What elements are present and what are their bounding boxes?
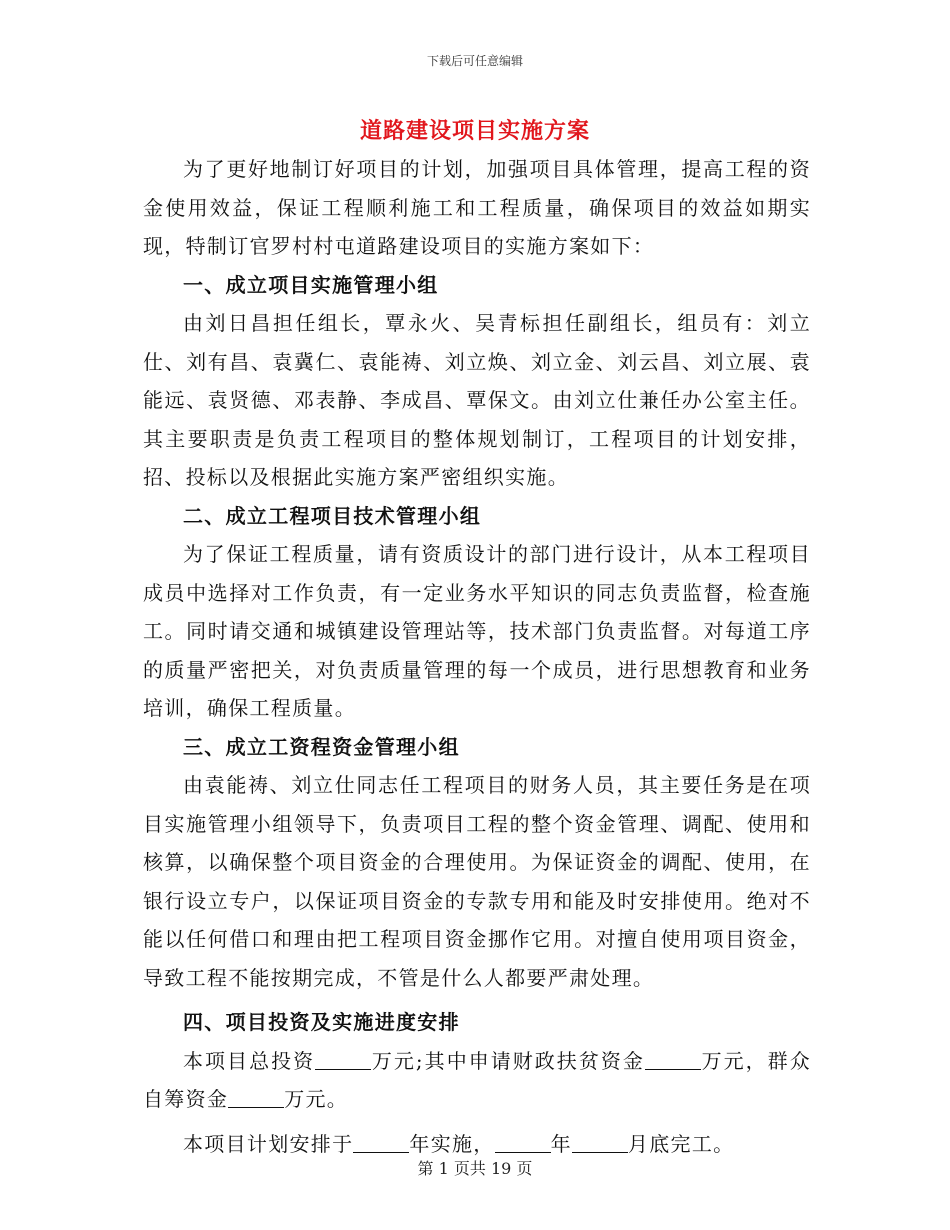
- section-heading-3: 三、成立工资程资金管理小组: [183, 734, 460, 759]
- investment-text-3: 万元，群众自筹资金: [143, 1048, 812, 1111]
- section-body-1: 由刘日昌担任组长，覃永火、吴青标担任副组长，组员有：刘立仕、刘有昌、袁冀仁、袁能祷、刘立焕、刘立金、刘云昌、刘立展、袁能远、袁贤德、邓表静、李成昌、覃保文。由刘立仕兼任办公室主任。其主要职责是负责工程项目的整体规划制订，工程项目的计划安排，招、投标以及根据此实施方案严密组织实施。: [143, 311, 811, 489]
- blank-end-year: [495, 1134, 551, 1153]
- section-body-3: 由袁能祷、刘立仕同志任工程项目的财务人员，其主要任务是在项目实施管理小组领导下，负责项目工程的整个资金管理、调配、使用和核算，以确保整个项目资金的合理使用。为保证资金的调配、使用，在银行设立专户，以保证项目资金的专款专用和能及时安排使用。绝对不能以任何借口和理由把工程项目资金挪作它用。对擅自使用项目资金，导致工程不能按期完成，不管是什么人都要严肃处理。: [143, 773, 811, 990]
- investment-text-4: 万元。: [284, 1087, 349, 1111]
- page-footer: 第 1 页共 19 页: [417, 1159, 533, 1178]
- section-heading-4: 四、项目投资及实施进度安排: [183, 1010, 460, 1034]
- schedule-text-1: 本项目计划安排于: [183, 1131, 354, 1156]
- blank-self-raised-funds: [228, 1089, 284, 1108]
- schedule-text-3: 年: [550, 1131, 572, 1156]
- blank-fiscal-funds: [645, 1051, 701, 1070]
- blank-start-year: [353, 1134, 409, 1153]
- section-body-2: 为了保证工程质量，请有资质设计的部门进行设计，从本工程项目成员中选择对工作负责，有一定业务水平知识的同志负责监督，检查施工。同时请交通和城镇建设管理站等，技术部门负责监督。对每道工序的质量严密把关，对负责质量管理的每一个成员，进行思想教育和业务培训，确保工程质量。: [143, 542, 811, 720]
- document-body: [143, 150, 811, 1163]
- blank-end-month: [572, 1134, 628, 1153]
- investment-paragraph: [143, 1042, 811, 1119]
- header-note: 下载后可任意编辑: [426, 54, 523, 68]
- intro-paragraph: 为了更好地制订好项目的计划，加强项目具体管理，提高工程的资金使用效益，保证工程顺利施工和工程质量，确保项目的效益如期实现，特制订官罗村村屯道路建设项目的实施方案如下：: [143, 157, 811, 258]
- schedule-text-2: 年实施，: [409, 1131, 495, 1156]
- document-title: 道路建设项目实施方案: [359, 119, 590, 144]
- section-heading-2: 二、成立工程项目技术管理小组: [183, 503, 482, 528]
- section-heading-1: 一、成立项目实施管理小组: [183, 272, 439, 297]
- blank-total-investment: [315, 1051, 371, 1070]
- schedule-text-4: 月底完工。: [627, 1131, 735, 1156]
- investment-text-2: 万元;其中申请财政扶贫资金: [371, 1048, 645, 1073]
- investment-text-1: 本项目总投资: [183, 1048, 316, 1073]
